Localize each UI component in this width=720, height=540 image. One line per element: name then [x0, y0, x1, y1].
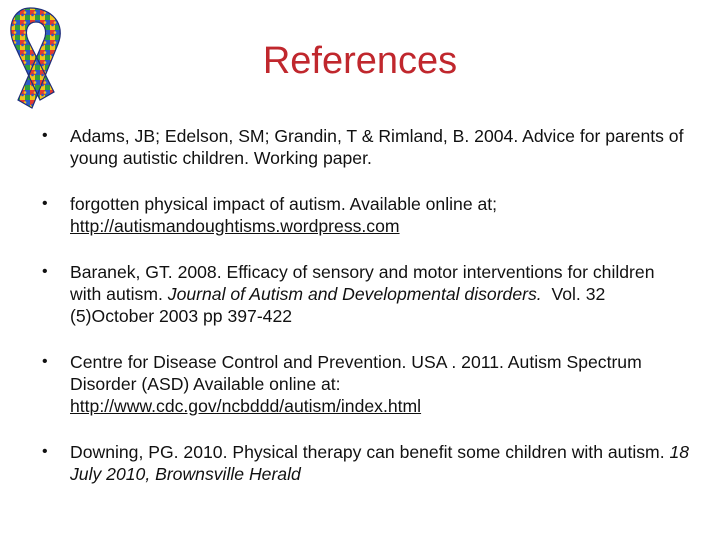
reference-text: Adams, JB; Edelson, SM; Grandin, T & Rimland, B. 2004. Advice for parents of young autistic children. Working paper.: [70, 126, 684, 168]
reference-text: forgotten physical impact of autism. Available online at;: [70, 194, 498, 214]
reference-source: 18 July 2010, Brownsville Herald: [70, 442, 690, 484]
reference-journal: Journal of Autism and Developmental disorders.: [167, 284, 542, 304]
reference-item: [40, 125, 690, 169]
bullet-icon: •: [42, 353, 48, 370]
reference-link[interactable]: http://www.cdc.gov/ncbddd/autism/index.html: [70, 396, 422, 416]
page-title: [0, 40, 720, 83]
page-title-text: References: [262, 40, 458, 82]
reference-list: [40, 125, 690, 509]
reference-text: Downing, PG. 2010. Physical therapy can benefit some children with autism.: [70, 442, 670, 462]
bullet-icon: •: [42, 127, 48, 144]
bullet-icon: •: [42, 263, 48, 280]
reference-link[interactable]: http://autismandoughtisms.wordpress.com: [70, 216, 400, 236]
reference-item: [40, 193, 690, 237]
reference-text: Baranek, GT. 2008. Efficacy of sensory and motor interventions for children with autism.: [70, 262, 655, 304]
reference-item: [40, 261, 690, 327]
bullet-icon: •: [42, 443, 48, 460]
bullet-icon: •: [42, 195, 48, 212]
reference-text: Centre for Disease Control and Prevention. USA . 2011. Autism Spectrum Disorder (ASD) Available online at:: [70, 352, 642, 394]
reference-details: Vol. 32 (5)October 2003 pp 397-422: [70, 284, 611, 326]
reference-item: [40, 351, 690, 417]
reference-item: [40, 441, 690, 485]
